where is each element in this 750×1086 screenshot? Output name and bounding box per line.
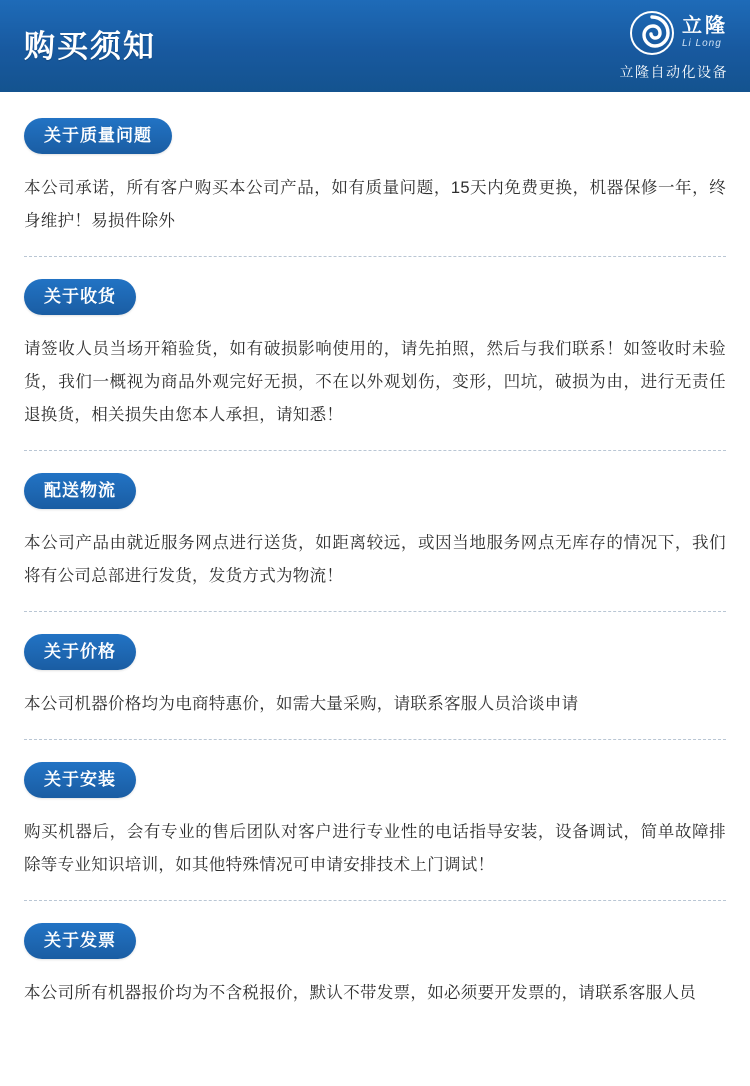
section-text: 本公司产品由就近服务网点进行送货，如距离较远，或因当地服务网点无库存的情况下，我们将有公司总部进行发货，发货方式为物流！ — [24, 534, 726, 585]
section-badge: 关于安装 — [24, 762, 136, 798]
notice-section-price — [24, 611, 726, 739]
brand-block — [620, 11, 729, 82]
notice-section-installation — [24, 739, 726, 900]
section-text: 本公司机器价格均为电商特惠价，如需大量采购，请联系客服人员洽谈申请 — [24, 695, 579, 713]
brand-name-cn: 立隆 — [682, 15, 728, 37]
section-badge: 关于收货 — [24, 279, 136, 315]
section-badge: 关于质量问题 — [24, 118, 172, 154]
section-text: 本公司承诺，所有客户购买本公司产品，如有质量问题，15天内免费更换，机器保修一年，终身维护！易损件除外 — [24, 179, 726, 230]
brand-name-en: Li Long — [682, 38, 722, 49]
brand-words — [682, 16, 728, 49]
spiral-logo-icon — [630, 11, 674, 55]
notice-section-quality — [24, 118, 726, 256]
notice-sections — [0, 92, 750, 1058]
section-text: 请签收人员当场开箱验货，如有破损影响使用的，请先拍照，然后与我们联系！如签收时未验货，我们一概视为商品外观完好无损，不在以外观划伤，变形，凹坑，破损为由，进行无责任退换货，相关损失由您本人承担，请知悉！ — [24, 340, 726, 424]
section-text: 购买机器后，会有专业的售后团队对客户进行专业性的电话指导安装，设备调试，简单故障排除等专业知识培训，如其他特殊情况可申请安排技术上门调试！ — [24, 823, 726, 874]
page-header — [0, 0, 750, 92]
section-badge: 关于价格 — [24, 634, 136, 670]
section-badge: 关于发票 — [24, 923, 136, 959]
section-badge: 配送物流 — [24, 473, 136, 509]
brand-subtitle: 立隆自动化设备 — [619, 63, 728, 80]
brand-lockup — [630, 11, 728, 55]
page-title: 购买须知 — [24, 28, 156, 64]
section-text: 本公司所有机器报价均为不含税报价，默认不带发票，如必须要开发票的，请联系客服人员 — [24, 984, 696, 1002]
notice-section-receiving — [24, 256, 726, 450]
notice-section-logistics — [24, 450, 726, 611]
notice-section-invoice — [24, 900, 726, 1028]
